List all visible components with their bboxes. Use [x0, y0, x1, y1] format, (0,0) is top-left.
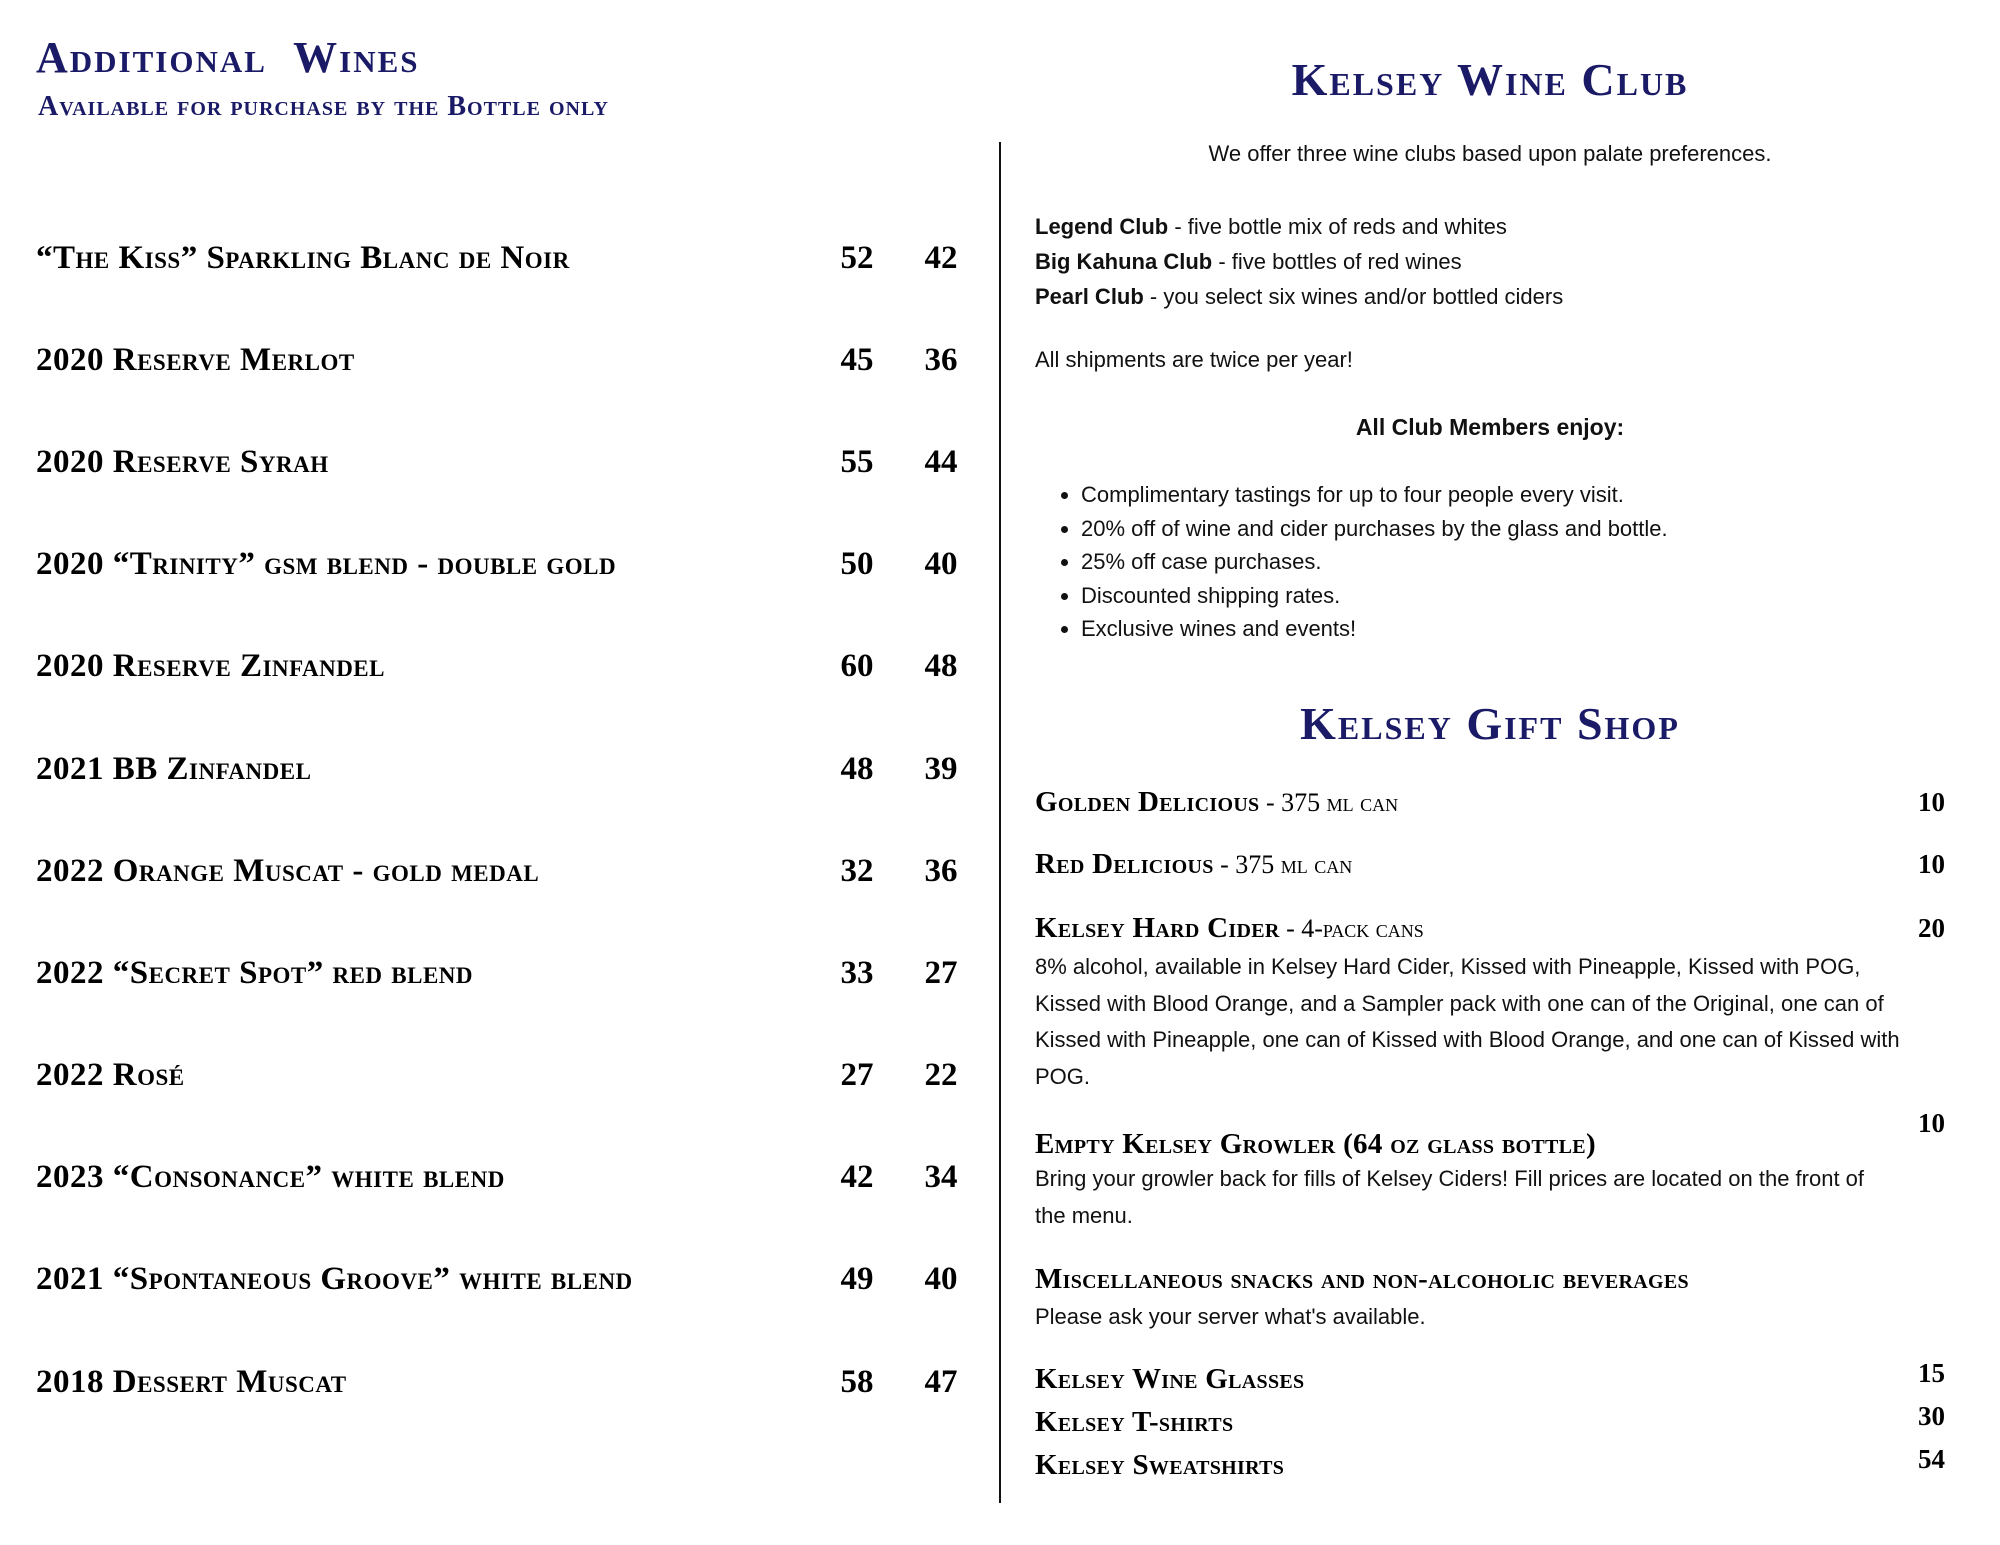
gift-item-row	[1035, 848, 1945, 881]
gift-item-suffix: - 4-pack cans	[1279, 914, 1424, 943]
wine-price-1: 58	[840, 1363, 874, 1400]
wine-price-1: 55	[840, 443, 874, 480]
wine-name: 2021 BB Zinfandel	[36, 750, 312, 787]
wine-name: 2021 “Spontaneous Groove” white blend	[36, 1261, 633, 1298]
wine-price-2: 47	[924, 1363, 958, 1400]
wine-name: 2020 Reserve Zinfandel	[36, 648, 385, 685]
wine-club-intro: We offer three wine clubs based upon palate preferences.	[1208, 141, 1772, 166]
club-line	[1035, 279, 1945, 314]
gift-item-name: Miscellaneous snacks and non-alcoholic beverages	[1035, 1263, 1689, 1295]
wine-club-title: Kelsey Wine Club	[1291, 54, 1689, 105]
additional-wines-list	[36, 207, 981, 1433]
wine-price-2: 27	[924, 954, 958, 991]
wine-row	[36, 922, 981, 1024]
gift-item-name: Red Delicious	[1035, 848, 1214, 880]
wine-price-2: 39	[924, 750, 958, 787]
gift-item-row	[1035, 1401, 1945, 1439]
club-name: Big Kahuna Club	[1035, 249, 1213, 274]
gift-item-description: 8% alcohol, available in Kelsey Hard Cider, Kissed with Pineapple, Kissed with POG, Kissed with Blood Orange, and a Sampler pack with one can of the Original, one can of Kissed with Pineapple, one can of Kissed with Blood Orange, and one can of Kissed with POG.	[1035, 954, 1900, 1089]
club-name: Legend Club	[1035, 214, 1169, 239]
wine-price-2: 22	[924, 1057, 958, 1094]
gift-item-suffix: - 375 ml can	[1259, 788, 1399, 817]
club-line	[1035, 209, 1945, 244]
gift-item-row	[1035, 1444, 1945, 1482]
wine-row	[36, 309, 981, 411]
gift-shop-title: Kelsey Gift Shop	[1300, 698, 1680, 749]
benefit-item: • Exclusive wines and events!	[1081, 612, 1945, 646]
gift-item-name: Kelsey Hard Cider	[1035, 912, 1280, 944]
wine-row	[36, 616, 981, 718]
club-description: - you select six wines and/or bottled ciders	[1143, 284, 1564, 309]
gift-item-description: Please ask your server what's available.	[1035, 1304, 1426, 1329]
wine-name: 2022 “Secret Spot” red blend	[36, 954, 474, 991]
gift-item-row	[1035, 786, 1945, 819]
wine-price-2: 40	[924, 1261, 958, 1298]
gift-item-suffix: - 375 ml can	[1213, 850, 1353, 879]
gift-item-name: Empty Kelsey Growler (64 oz glass bottle)	[1035, 1128, 1596, 1160]
gift-item-price: 10	[1918, 849, 1945, 879]
benefit-item: • 25% off case purchases.	[1081, 545, 1945, 579]
wine-name: 2020 Reserve Merlot	[36, 341, 355, 378]
wine-price-1: 49	[840, 1261, 874, 1298]
benefit-item: • 20% off of wine and cider purchases by the glass and bottle.	[1081, 512, 1945, 546]
gift-item-price: 10	[1918, 787, 1945, 817]
wine-name: 2020 “Trinity” gsm blend - double gold	[36, 546, 617, 583]
wine-name: 2022 Rosé	[36, 1057, 185, 1094]
benefit-item: • Discounted shipping rates.	[1081, 579, 1945, 613]
gift-item-name: Kelsey Sweatshirts	[1035, 1449, 1285, 1481]
gift-item-row	[1035, 912, 1945, 945]
gift-item-price: 15	[1918, 1358, 1945, 1388]
club-line	[1035, 244, 1945, 279]
club-description: - five bottles of red wines	[1212, 249, 1462, 274]
wine-price-2: 40	[924, 546, 958, 583]
wine-price-1: 48	[840, 750, 874, 787]
gift-item-description: Bring your growler back for fills of Kelsey Ciders! Fill prices are located on the front of the menu.	[1035, 1166, 1865, 1228]
wine-price-1: 32	[840, 852, 874, 889]
wine-price-2: 44	[924, 443, 958, 480]
gift-item-label	[1035, 912, 1424, 945]
wine-name: “The Kiss” Sparkling Blanc de Noir	[36, 239, 570, 276]
gift-item-row	[1035, 1358, 1945, 1396]
club-description: - five bottle mix of reds and whites	[1168, 214, 1507, 239]
additional-wines-subtitle: Available for purchase by the Bottle only	[38, 91, 609, 122]
wine-price-1: 52	[840, 239, 874, 276]
wine-name: 2022 Orange Muscat - gold medal	[36, 852, 540, 889]
gift-item-price: 30	[1918, 1401, 1945, 1431]
gift-item-price: 20	[1918, 913, 1945, 943]
wine-row	[36, 1025, 981, 1127]
wine-row	[36, 411, 981, 513]
wine-price-2: 36	[924, 852, 958, 889]
wine-name: 2020 Reserve Syrah	[36, 443, 329, 480]
gift-item-name: Kelsey T-shirts	[1035, 1406, 1234, 1438]
gift-item-label	[1035, 786, 1398, 819]
gift-item-price: 54	[1918, 1444, 1945, 1474]
wine-row	[36, 820, 981, 922]
wine-price-1: 42	[840, 1159, 874, 1196]
wine-row	[36, 718, 981, 820]
additional-wines-title: Additional Wines	[36, 33, 420, 82]
shipments-note: All shipments are twice per year!	[1035, 347, 1353, 372]
gift-item-price: 10	[1918, 1108, 1945, 1138]
wine-price-2: 48	[924, 648, 958, 685]
gift-item-name: Kelsey Wine Glasses	[1035, 1363, 1305, 1395]
vertical-divider	[999, 142, 1001, 1503]
wine-price-2: 36	[924, 341, 958, 378]
wine-price-1: 27	[840, 1057, 874, 1094]
wine-club-list	[1035, 209, 1945, 314]
wine-price-1: 33	[840, 954, 874, 991]
club-name: Pearl Club	[1035, 284, 1144, 309]
wine-name: 2023 “Consonance” white blend	[36, 1159, 505, 1196]
wine-row	[36, 1127, 981, 1229]
wine-price-1: 60	[840, 648, 874, 685]
club-benefits-list	[1035, 478, 1945, 646]
wine-row	[36, 1229, 981, 1331]
gift-item-name: Golden Delicious	[1035, 786, 1260, 818]
wine-row	[36, 207, 981, 309]
wine-price-1: 50	[840, 546, 874, 583]
wine-price-2: 42	[924, 239, 958, 276]
wine-price-1: 45	[840, 341, 874, 378]
wine-name: 2018 Dessert Muscat	[36, 1363, 347, 1400]
gift-item-label	[1035, 848, 1352, 881]
wine-row	[36, 514, 981, 616]
wine-row	[36, 1331, 981, 1433]
wine-price-2: 34	[924, 1159, 958, 1196]
benefit-item: • Complimentary tastings for up to four people every visit.	[1081, 478, 1945, 512]
club-benefits-title: All Club Members enjoy:	[1355, 414, 1625, 440]
